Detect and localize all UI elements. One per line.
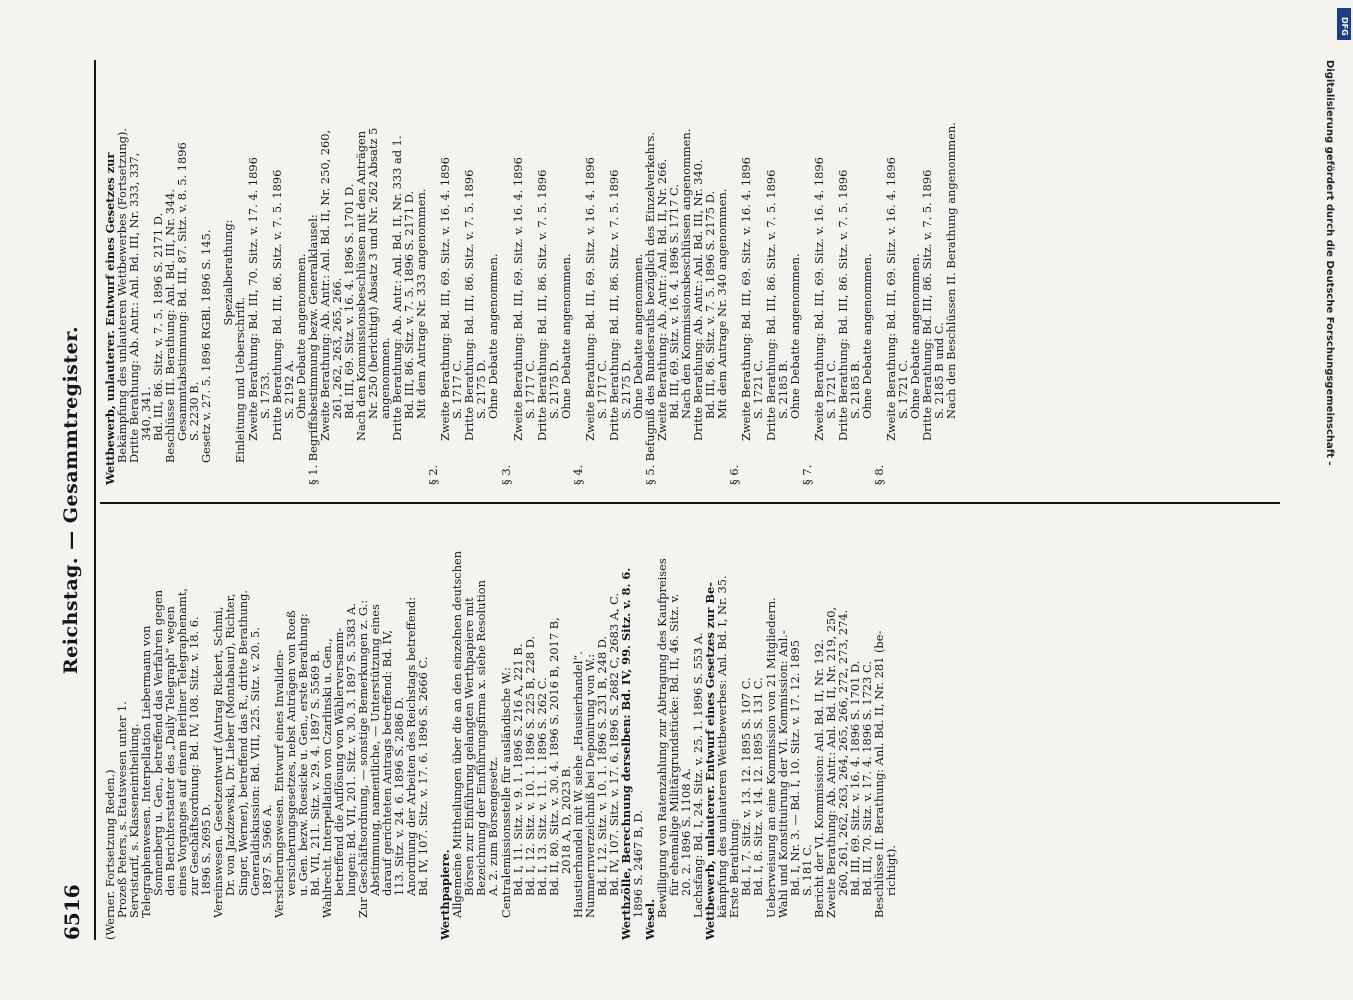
right-column-line: S. 2175 D. — [546, 359, 561, 419]
left-column-line: Bd. I, 12. Sitz. v. 10. 1. 1896 S. 225 B, 228 D. — [522, 635, 537, 896]
right-column-line: § 5. Befugniß des Bundesraths bezüglich des Einzelverkehrs. — [643, 132, 658, 485]
left-column-line: 1897 S. 5966 A. — [259, 804, 274, 896]
left-column-line: Bd. III, 69. Sitz. v. 16. 4. 1896 S. 1701 D. — [847, 660, 862, 896]
left-column-line: darauf gerichteten Antrags betreffend: Bd. IV, — [380, 629, 395, 896]
right-column-line: § 8. — [871, 464, 886, 485]
right-column-line: S. 1753. — [257, 371, 272, 419]
left-column-line: Bd. VII, 211. Sitz. v. 29. 4. 1897 S. 5569 B. — [307, 649, 322, 896]
left-column-line: A. 2. zum Börsengesetz. — [486, 756, 501, 896]
right-column-line: Zweite Berathung: Bd. III, 69. Sitz. v. 16. 4. 1896 — [884, 157, 898, 441]
right-column-line: Nach den Kommissionsbeschlüssen mit den Anträgen — [353, 130, 368, 441]
left-column-line: Lachsfang: Bd. I, 24. Sitz. v. 25. 1. 1896 S. 553 A. — [691, 632, 706, 918]
right-column-line: Gesammtabstimmung: Bd. III, 87. Sitz. v. 8. 5. 1896 — [175, 142, 190, 441]
left-column-line: richtigt). — [884, 845, 898, 896]
right-column-line: S. 2230 B. — [187, 381, 202, 441]
left-column-line: Erste Berathung: — [727, 818, 742, 918]
right-column-line: angenommen. — [378, 337, 393, 419]
column-divider — [100, 502, 1280, 504]
left-column-line: Nummernverzeichniß bei Deponirung von W.: — [582, 653, 597, 918]
left-column-line: Bd. I, 7. Sitz. v. 13. 12. 1895 S. 107 C. — [739, 677, 754, 896]
right-column-line: Bekämpfung des unlauteren Wettbewerbes (Fortsetzung). — [115, 127, 130, 463]
right-column-line: Nach den Kommissionsbeschlüssen angenommen. — [679, 128, 694, 419]
left-column-line: Börsen zur Einführung gelangten Werthpapiere mit — [462, 597, 477, 896]
left-column-line: Servistarif, s. Klasseneintheilung. — [127, 723, 142, 918]
digitization-credit — [1324, 10, 1349, 1000]
left-column-line: Versicherungswesen. Entwurf eines Invaliden- — [271, 649, 286, 918]
rotated-page-content — [60, 60, 1285, 940]
left-column-line: Allgemeine Mittheilungen über die an den einzelnen deutschen — [450, 550, 465, 918]
right-column-line: Einleitung und Ueberschrift. — [233, 297, 248, 463]
right-column-line: Dritte Berathung: Ab. Antr.: Anl. Bd. III, Nr. 340. — [691, 159, 706, 441]
right-column-line: § 6. — [727, 464, 742, 485]
left-column-line: Singer, Werner), betreffend das R., dritte Berathung. — [235, 589, 250, 896]
right-column-line: Zweite Berathung: Bd. III, 69. Sitz. v. 16. 4. 1896 — [438, 157, 453, 441]
left-column-line: Werthzölle, Berechnung derselben: Bd. IV, 99. Sitz. v. 8. 6. — [618, 567, 633, 940]
right-column-line: S. 2185 B. — [775, 359, 790, 419]
right-column-line: S. 1721 C. — [823, 359, 838, 419]
left-column-line: Abstimmung, namentliche, — Unterstützung eines — [368, 604, 383, 896]
right-column-line: Dritte Berathung: Bd. III, 86. Sitz. v. 7. 5. 1896 — [462, 169, 477, 441]
left-column-line: Beschlüsse II. Berathung: Anl. Bd. II, Nr. 281 (be- — [871, 630, 886, 918]
left-column-line: Prozeß Peters, s. Etatswesen unter 1. — [115, 701, 130, 918]
right-column-line: Beschlüsse III. Berathung: Anl. Bd. III, Nr. 344. — [163, 189, 178, 463]
left-column-line: S. 181 C. — [799, 844, 814, 896]
left-column-line: versicherungsgesetzes, nebst Anträgen von Roeß — [283, 610, 298, 896]
left-column-line: Zur Geschäftsordnung, — sonstige Bemerkungen z. G.: — [355, 599, 370, 918]
right-column-line: Mit dem Antrage Nr. 340 angenommen. — [715, 188, 730, 419]
right-column-line: Zweite Berathung: Bd. III, 69. Sitz. v. 16. 4. 1896 — [510, 157, 525, 441]
left-column-line: 113. Sitz. v. 24. 6. 1896 S. 2886 D. — [392, 696, 407, 896]
left-column-line: Bd. II, 80. Sitz. v. 30. 4. 1896 S. 2016 B, 2017 B, — [546, 617, 561, 896]
right-column-line: Dritte Berathung: Bd. III, 86. Sitz. v. 7. 5. 1896 — [606, 169, 621, 441]
left-column-line: betreffend die Auflösung von Wählerversamm- — [331, 627, 346, 896]
right-column-line: S. 1717 C. — [594, 359, 609, 419]
right-column-line: Nach den Beschlüssen II. Berathung angenommen. — [944, 122, 959, 419]
left-column-line: Bd. I, Nr. 3. — Bd. I, 10. Sitz. v. 17. 12. 1895 — [787, 640, 802, 896]
right-column-line: Ohne Debatte angenommen. — [293, 253, 308, 419]
left-column-line: Ueberweisung an eine Kommission von 21 Mitgliedern. — [763, 597, 778, 918]
left-column-line: Wahl und Konstituirung der VI. Kommission: Anl.- — [775, 630, 790, 918]
right-column-line: Zweite Berathung: Bd. III, 69. Sitz. v. 16. 4. 1896 — [582, 157, 597, 441]
right-column-line: Ohne Debatte angenommen. — [787, 253, 802, 419]
left-column-line: u. Gen. bezw. Roesicke u. Gen., erste Berathung: — [295, 613, 310, 896]
right-column-line: § 7. — [799, 464, 814, 485]
left-column-line: Bezeichnung der Einführungsfirma x. siehe Resolution — [474, 580, 489, 896]
right-column-line: Ohne Debatte angenommen. — [486, 253, 501, 419]
left-column-line: Bd. IV, 107. Sitz. v. 17. 6. 1896 S. 2682 C, 2683 A, C. — [606, 592, 621, 896]
header-rule — [94, 60, 96, 940]
left-column-line: Sonnenberg u. Gen., betreffend das Verfahren gegen — [151, 589, 166, 896]
left-column-line: 1896 S. 2467 B, D. — [631, 810, 646, 918]
running-head: Reichstag. — Gesammtregister. — [60, 325, 82, 675]
dfg-logo-icon — [1337, 8, 1351, 40]
right-column-line: Spezialberathung: — [221, 219, 236, 326]
left-column-line: Dr. von Jazdzewski, Dr. Lieber (Montabaur), Richter, — [223, 593, 238, 896]
right-column-line: Wettbewerb, unlauterer. Entwurf eines Gesetzes zur — [103, 152, 117, 485]
left-column-line: Generaldiskussion: Bd. VIII, 225. Sitz. v. 20. 5. — [247, 627, 262, 896]
page-header — [60, 60, 88, 940]
left-column-line: Bd. III, 70. Sitz. v. 17. 4. 1896 S. 1723 C. — [859, 661, 874, 896]
left-column-line: Werthpapiere. — [438, 849, 453, 940]
right-column-line: Nr. 250 (berichtigt) Absatz 3 und Nr. 262 Absatz 5 — [365, 127, 380, 419]
right-column-line: § 2. — [426, 464, 441, 485]
right-column-line: S. 2175 D. — [474, 359, 489, 419]
right-column-line: Ohne Debatte angenommen. — [908, 253, 923, 419]
right-column-line: Zweite Berathung: Ab. Antr.: Anl. Bd. II, Nr. 250, 260, — [317, 129, 332, 441]
left-column-line: Haustierhandel mit W. siehe „Hausierhandel“. — [570, 651, 585, 918]
right-column-line: Dritte Berathung: Bd. III, 86. Sitz. v. 7. 5. 1896 — [763, 169, 778, 441]
left-column-line: Zweite Berathung: Ab. Antr.: Anl. Bd. II, Nr. 219, 250, — [823, 606, 838, 918]
left-column-line: 2018 A, D, 2023 B. — [558, 765, 573, 874]
right-column-line: S. 1721 C. — [751, 359, 766, 419]
left-column-line: Wahlrecht. Interpellation von Czarlinski u. Gen., — [319, 638, 334, 918]
right-column-line: Dritte Berathung: Bd. III, 86. Sitz. v. 7. 5. 1896 — [534, 169, 549, 441]
left-column-line: 20. 2. 1896 S. 1108 A. — [679, 768, 694, 896]
right-column — [104, 60, 957, 485]
left-column-line: (Werner. Fortsetzung Reden.) — [103, 769, 117, 940]
right-column-line: Dritte Berathung: Ab. Antr.: Anl. Bd. III, Nr. 333, 337, — [127, 152, 142, 463]
left-column-line: kämpfung des unlauteren Wettbewerbes: Anl. Bd. I, Nr. 35. — [715, 575, 730, 918]
right-column-line: Bd. III, 86. Sitz. v. 7. 5. 1896 S. 2171 D. — [402, 190, 417, 419]
right-column-line: Dritte Berathung: Bd. III, 86. Sitz. v. 7. 5. 1896 — [835, 169, 850, 441]
left-column-line: zur Geschäftsordnung: Bd. IV, 108. Sitz. v. 18. 6. — [187, 616, 202, 896]
left-column-line: Telegraphenwesen. Interpellation Liebermann von — [139, 625, 154, 918]
right-column-line: Bd. III, 86. Sitz. v. 7. 5. 1896 S. 2171 D. — [151, 212, 166, 441]
right-column-line: 340, 341. — [139, 386, 154, 441]
left-column-line: Bewilligung von Ratenzahlung zur Abtragung des Kaufpreises — [655, 558, 670, 918]
right-column-line: Zweite Berathung: Bd. III, 70. Sitz. v. 17. 4. 1896 — [245, 157, 260, 441]
right-column-line: S. 1717 C. — [522, 359, 537, 419]
left-column-line: Vereinswesen. Gesetzentwurf (Antrag Rickert, Schmi, — [211, 606, 226, 918]
left-column-line: Bd. I, 13. Sitz. v. 11. 1. 1896 S. 262 C. — [534, 677, 549, 896]
left-column-line: Wettbewerb, unlauterer. Entwurf eines Gesetzes zur Be- — [703, 582, 718, 940]
right-column-line: S. 2175 D. — [618, 359, 633, 419]
right-column-line: Gesetz v. 27. 5. 1896 RGBl. 1896 S. 145. — [199, 229, 214, 463]
page-number: 6516 — [60, 884, 84, 940]
right-column-line: Zweite Berathung: Bd. III, 69. Sitz. v. 16. 4. 1896 — [739, 157, 754, 441]
left-column-line: Centralemissionsstelle für ausländische W.: — [498, 666, 513, 918]
left-column-line: Bd. I, 12. Sitz. v. 10. 1. 1896 S. 231 B, 248 D. — [594, 635, 609, 896]
left-column-line: Wesel. — [643, 898, 658, 940]
left-column-line: 1896 S. 2695 D. — [199, 803, 214, 896]
left-column-line: Anordnung der Arbeiten des Reichstags betreffend: — [404, 596, 419, 896]
left-column-line: lungen: Bd. VII, 201. Sitz. v. 30. 3. 1897 S. 5383 A. — [343, 602, 358, 896]
right-column-line: Ohne Debatte angenommen. — [859, 253, 874, 419]
right-column-line: S. 1721 C. — [896, 359, 911, 419]
left-column-line: den Berichterstatter des „Daily Telegraph“ wegen — [163, 606, 178, 896]
right-column-line: Zweite Berathung: Bd. III, 69. Sitz. v. 16. 4. 1896 — [811, 157, 826, 441]
right-column-line: Ohne Debatte angenommen. — [631, 253, 646, 419]
right-column-line: Zweite Berathung: Ab. Antr.: Anl. Bd. II, Nr. 266. — [655, 158, 670, 441]
right-column-line: Dritte Berathung: Bd. III, 86. Sitz. v. 7. 5. 1896 — [920, 169, 935, 441]
left-column-line: eines Vorganges auf einem Berliner Telegraphenamt, — [175, 587, 190, 896]
right-column-line: Dritte Berathung: Ab. Antr.: Anl. Bd. II, Nr. 333 ad 1. — [390, 135, 405, 441]
left-column-line: Bd. IV, 107. Sitz. v. 17. 6. 1896 S. 2666 C. — [416, 656, 431, 896]
right-column-line: Dritte Berathung: Bd. III, 86. Sitz. v. 7. 5. 1896 — [269, 169, 284, 441]
left-column-line: Bd. I, 11. Sitz. v. 9. 1. 1896 S. 216 A, 221 B. — [510, 643, 525, 896]
left-column-line: für ehemalige Militärgrundstücke: Bd. II, 46. Sitz. v. — [667, 593, 682, 896]
right-column-line: § 1. Begriffsbestimmung bezw. Generalklausel: — [305, 214, 320, 485]
right-column-line: Bd. III, 69. Sitz. v. 16. 4. 1896 S. 1701 D. — [341, 183, 356, 419]
right-column-line: S. 1717 C. — [450, 359, 465, 419]
right-column-line: Mit dem Antrage Nr. 333 angenommen. — [414, 188, 429, 419]
right-column-line: Bd. III, 86. Sitz. v. 7. 5. 1896 S. 2175 D. — [703, 190, 718, 419]
dfg-logo-text: DFG — [1340, 17, 1349, 36]
left-column-line: 260, 261, 262, 263, 264, 265, 266, 272, 273, 274. — [835, 609, 850, 896]
right-column-line: § 3. — [498, 464, 513, 485]
right-column-line: S. 2185 B. — [847, 359, 862, 419]
right-column-line: S. 2185 B und C. — [932, 322, 947, 419]
left-column-line: Bericht der VI. Kommission: Anl. Bd. II, Nr. 192. — [811, 639, 826, 918]
credit-text: Digitalisierung gefördert durch die Deutsche Forschungsgemeinschaft - — [1324, 60, 1335, 466]
right-column-line: Bd. III, 69. Sitz. v. 16. 4. 1896 S. 1717 C. — [667, 184, 682, 419]
right-column-line: 261, 262, 263, 265, 266. — [329, 277, 344, 419]
right-column-line: § 4. — [570, 464, 585, 485]
left-column-line: Bd. I, 8. Sitz. v. 14. 12. 1895 S. 131 C. — [751, 677, 766, 896]
right-column-line: Ohne Debatte angenommen. — [558, 253, 573, 419]
left-column — [104, 522, 897, 940]
right-column-line: S. 2192 A. — [281, 359, 296, 419]
